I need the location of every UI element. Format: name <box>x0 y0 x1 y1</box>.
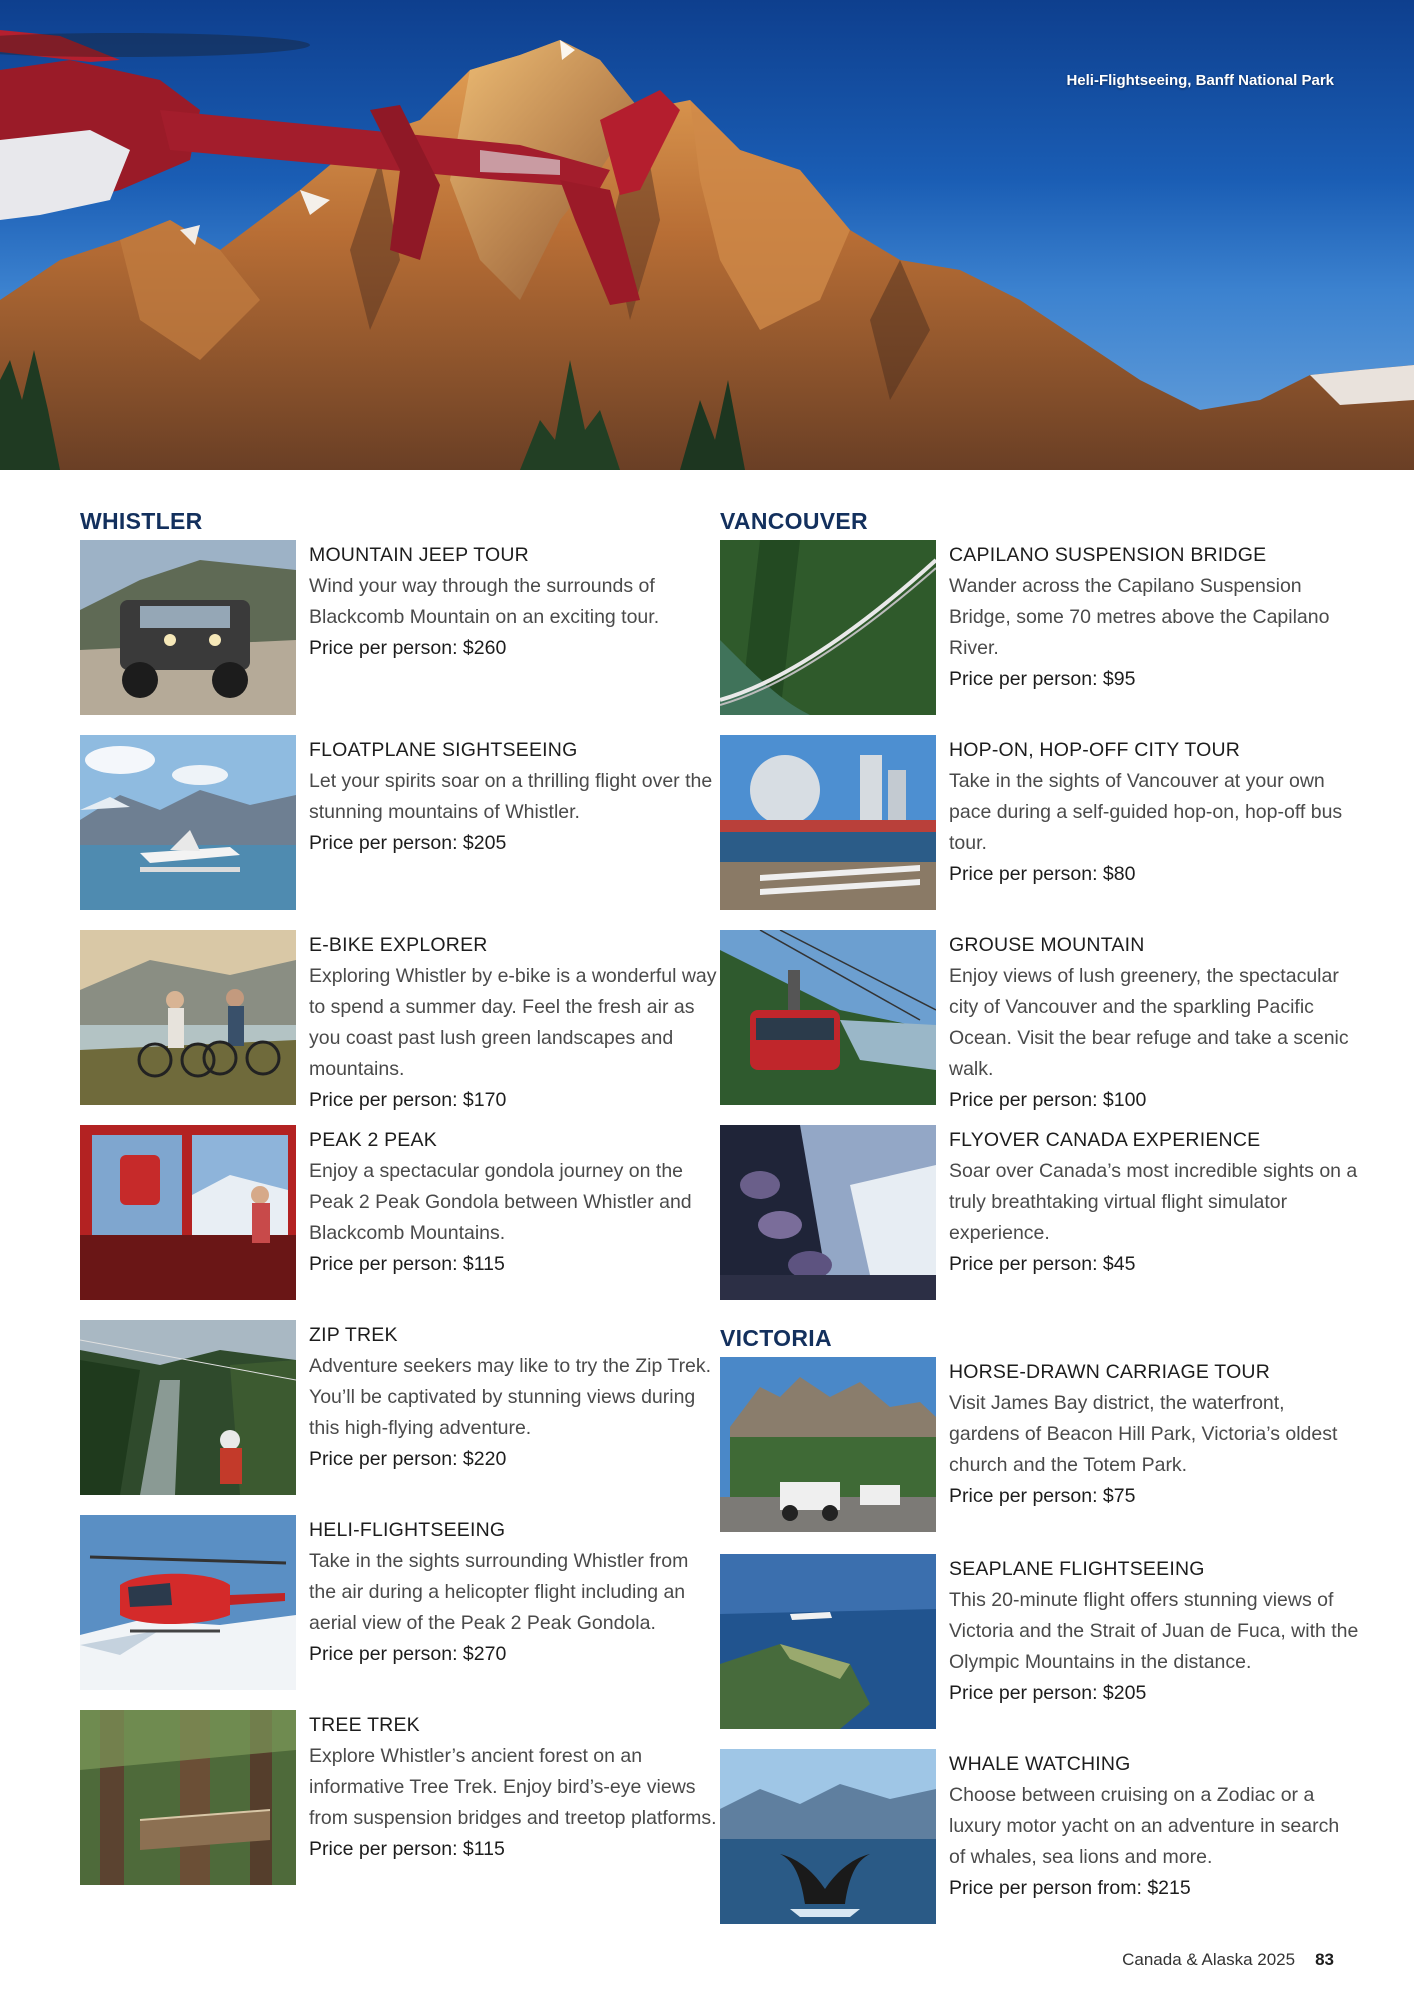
flyover-photo <box>720 1125 936 1300</box>
floatplane-photo <box>80 735 296 910</box>
jeep-photo <box>80 540 296 715</box>
activity-price: Price per person: $95 <box>949 668 1136 690</box>
activity-price: Price per person: $115 <box>309 1838 505 1860</box>
activity-title: PEAK 2 PEAK <box>309 1129 437 1151</box>
activity-title: WHALE WATCHING <box>949 1753 1131 1775</box>
publication-title: Canada & Alaska 2025 <box>1122 1950 1296 1969</box>
activity-description: Enjoy views of lush greenery, the spectacular city of Vancouver and the sparkling Pacific Ocean. Visit the bear refuge and take a scenic walk. <box>949 965 1349 1080</box>
activity-title: SEAPLANE FLIGHTSEEING <box>949 1558 1205 1580</box>
forest-photo <box>80 1710 296 1885</box>
seaplane-photo <box>720 1554 936 1729</box>
activity-description: Soar over Canada’s most incredible sights on a truly breathtaking virtual flight simulator experience. <box>949 1160 1358 1244</box>
section-title-victoria: VICTORIA <box>720 1325 832 1351</box>
activity-description: Exploring Whistler by e-bike is a wonderful way to spend a summer day. Feel the fresh air as you coast past lush green landscapes and mountains. <box>309 965 717 1080</box>
activity-price: Price per person: $260 <box>309 637 507 659</box>
activity-title: ZIP TREK <box>309 1324 398 1346</box>
activity-description: Wind your way through the surrounds of Blackcomb Mountain on an exciting tour. <box>309 575 660 628</box>
carriage-photo <box>720 1357 936 1532</box>
activity-title: E-BIKE EXPLORER <box>309 934 488 956</box>
whale-photo <box>720 1749 936 1924</box>
page-footer <box>1122 1950 1334 1970</box>
activity-title: GROUSE MOUNTAIN <box>949 934 1145 956</box>
activity-price: Price per person: $80 <box>949 863 1136 885</box>
activity-description: Let your spirits soar on a thrilling flight over the stunning mountains of Whistler. <box>309 770 713 823</box>
activity-description: Enjoy a spectacular gondola journey on the Peak 2 Peak Gondola between Whistler and Blackcomb Mountains. <box>309 1160 692 1244</box>
activity-price: Price per person: $170 <box>309 1089 507 1111</box>
activity-price: Price per person from: $215 <box>949 1877 1191 1899</box>
activity-title: TREE TREK <box>309 1714 420 1736</box>
activity-price: Price per person: $45 <box>949 1253 1136 1275</box>
activity-description: Wander across the Capilano Suspension Bridge, some 70 metres above the Capilano River. <box>949 575 1330 659</box>
helicopter-photo <box>80 1515 296 1690</box>
activity-price: Price per person: $115 <box>309 1253 505 1275</box>
activity-title: FLOATPLANE SIGHTSEEING <box>309 739 578 761</box>
activity-price: Price per person: $270 <box>309 1643 507 1665</box>
activity-title: MOUNTAIN JEEP TOUR <box>309 544 529 566</box>
activity-title: HELI-FLIGHTSEEING <box>309 1519 506 1541</box>
section-title-whistler: WHISTLER <box>80 508 203 534</box>
activity-price: Price per person: $100 <box>949 1089 1147 1111</box>
activity-price: Price per person: $205 <box>949 1682 1147 1704</box>
hero-banner <box>0 0 1414 470</box>
activity-price: Price per person: $220 <box>309 1448 507 1470</box>
activity-description: Take in the sights of Vancouver at your own pace during a self-guided hop-on, hop-off bus tour. <box>949 770 1343 854</box>
hero-caption: Heli-Flightseeing, Banff National Park <box>1066 72 1334 89</box>
activity-description: Explore Whistler’s ancient forest on an informative Tree Trek. Enjoy bird’s-eye views from suspension bridges and treetop platforms. <box>309 1745 717 1829</box>
activity-title: CAPILANO SUSPENSION BRIDGE <box>949 544 1267 566</box>
activity-title: HORSE-DRAWN CARRIAGE TOUR <box>949 1361 1270 1383</box>
tram-photo <box>720 930 936 1105</box>
activity-title: HOP-ON, HOP-OFF CITY TOUR <box>949 739 1241 761</box>
ebike-photo <box>80 930 296 1105</box>
activity-description: This 20-minute flight offers stunning views of Victoria and the Strait of Juan de Fuca, with the Olympic Mountains in the distance. <box>949 1589 1359 1673</box>
activity-title: FLYOVER CANADA EXPERIENCE <box>949 1129 1261 1151</box>
section-title-vancouver: VANCOUVER <box>720 508 868 534</box>
activity-description: Adventure seekers may like to try the Zip Trek. You’ll be captivated by stunning views during this high-flying adventure. <box>309 1355 712 1439</box>
city-photo <box>720 735 936 910</box>
page-number: 83 <box>1315 1950 1334 1969</box>
zipline-photo <box>80 1320 296 1495</box>
activity-description: Choose between cruising on a Zodiac or a luxury motor yacht on an adventure in search of whales, sea lions and more. <box>949 1784 1340 1868</box>
activity-description: Visit James Bay district, the waterfront, gardens of Beacon Hill Park, Victoria’s oldest church and the Totem Park. <box>949 1392 1338 1476</box>
gondola-photo <box>80 1125 296 1300</box>
activity-price: Price per person: $75 <box>949 1485 1136 1507</box>
bridge-photo <box>720 540 936 715</box>
mountain-helicopter-photo <box>0 0 1414 470</box>
activity-price: Price per person: $205 <box>309 832 507 854</box>
activity-description: Take in the sights surrounding Whistler from the air during a helicopter flight including an aerial view of the Peak 2 Peak Gondola. <box>309 1550 689 1634</box>
